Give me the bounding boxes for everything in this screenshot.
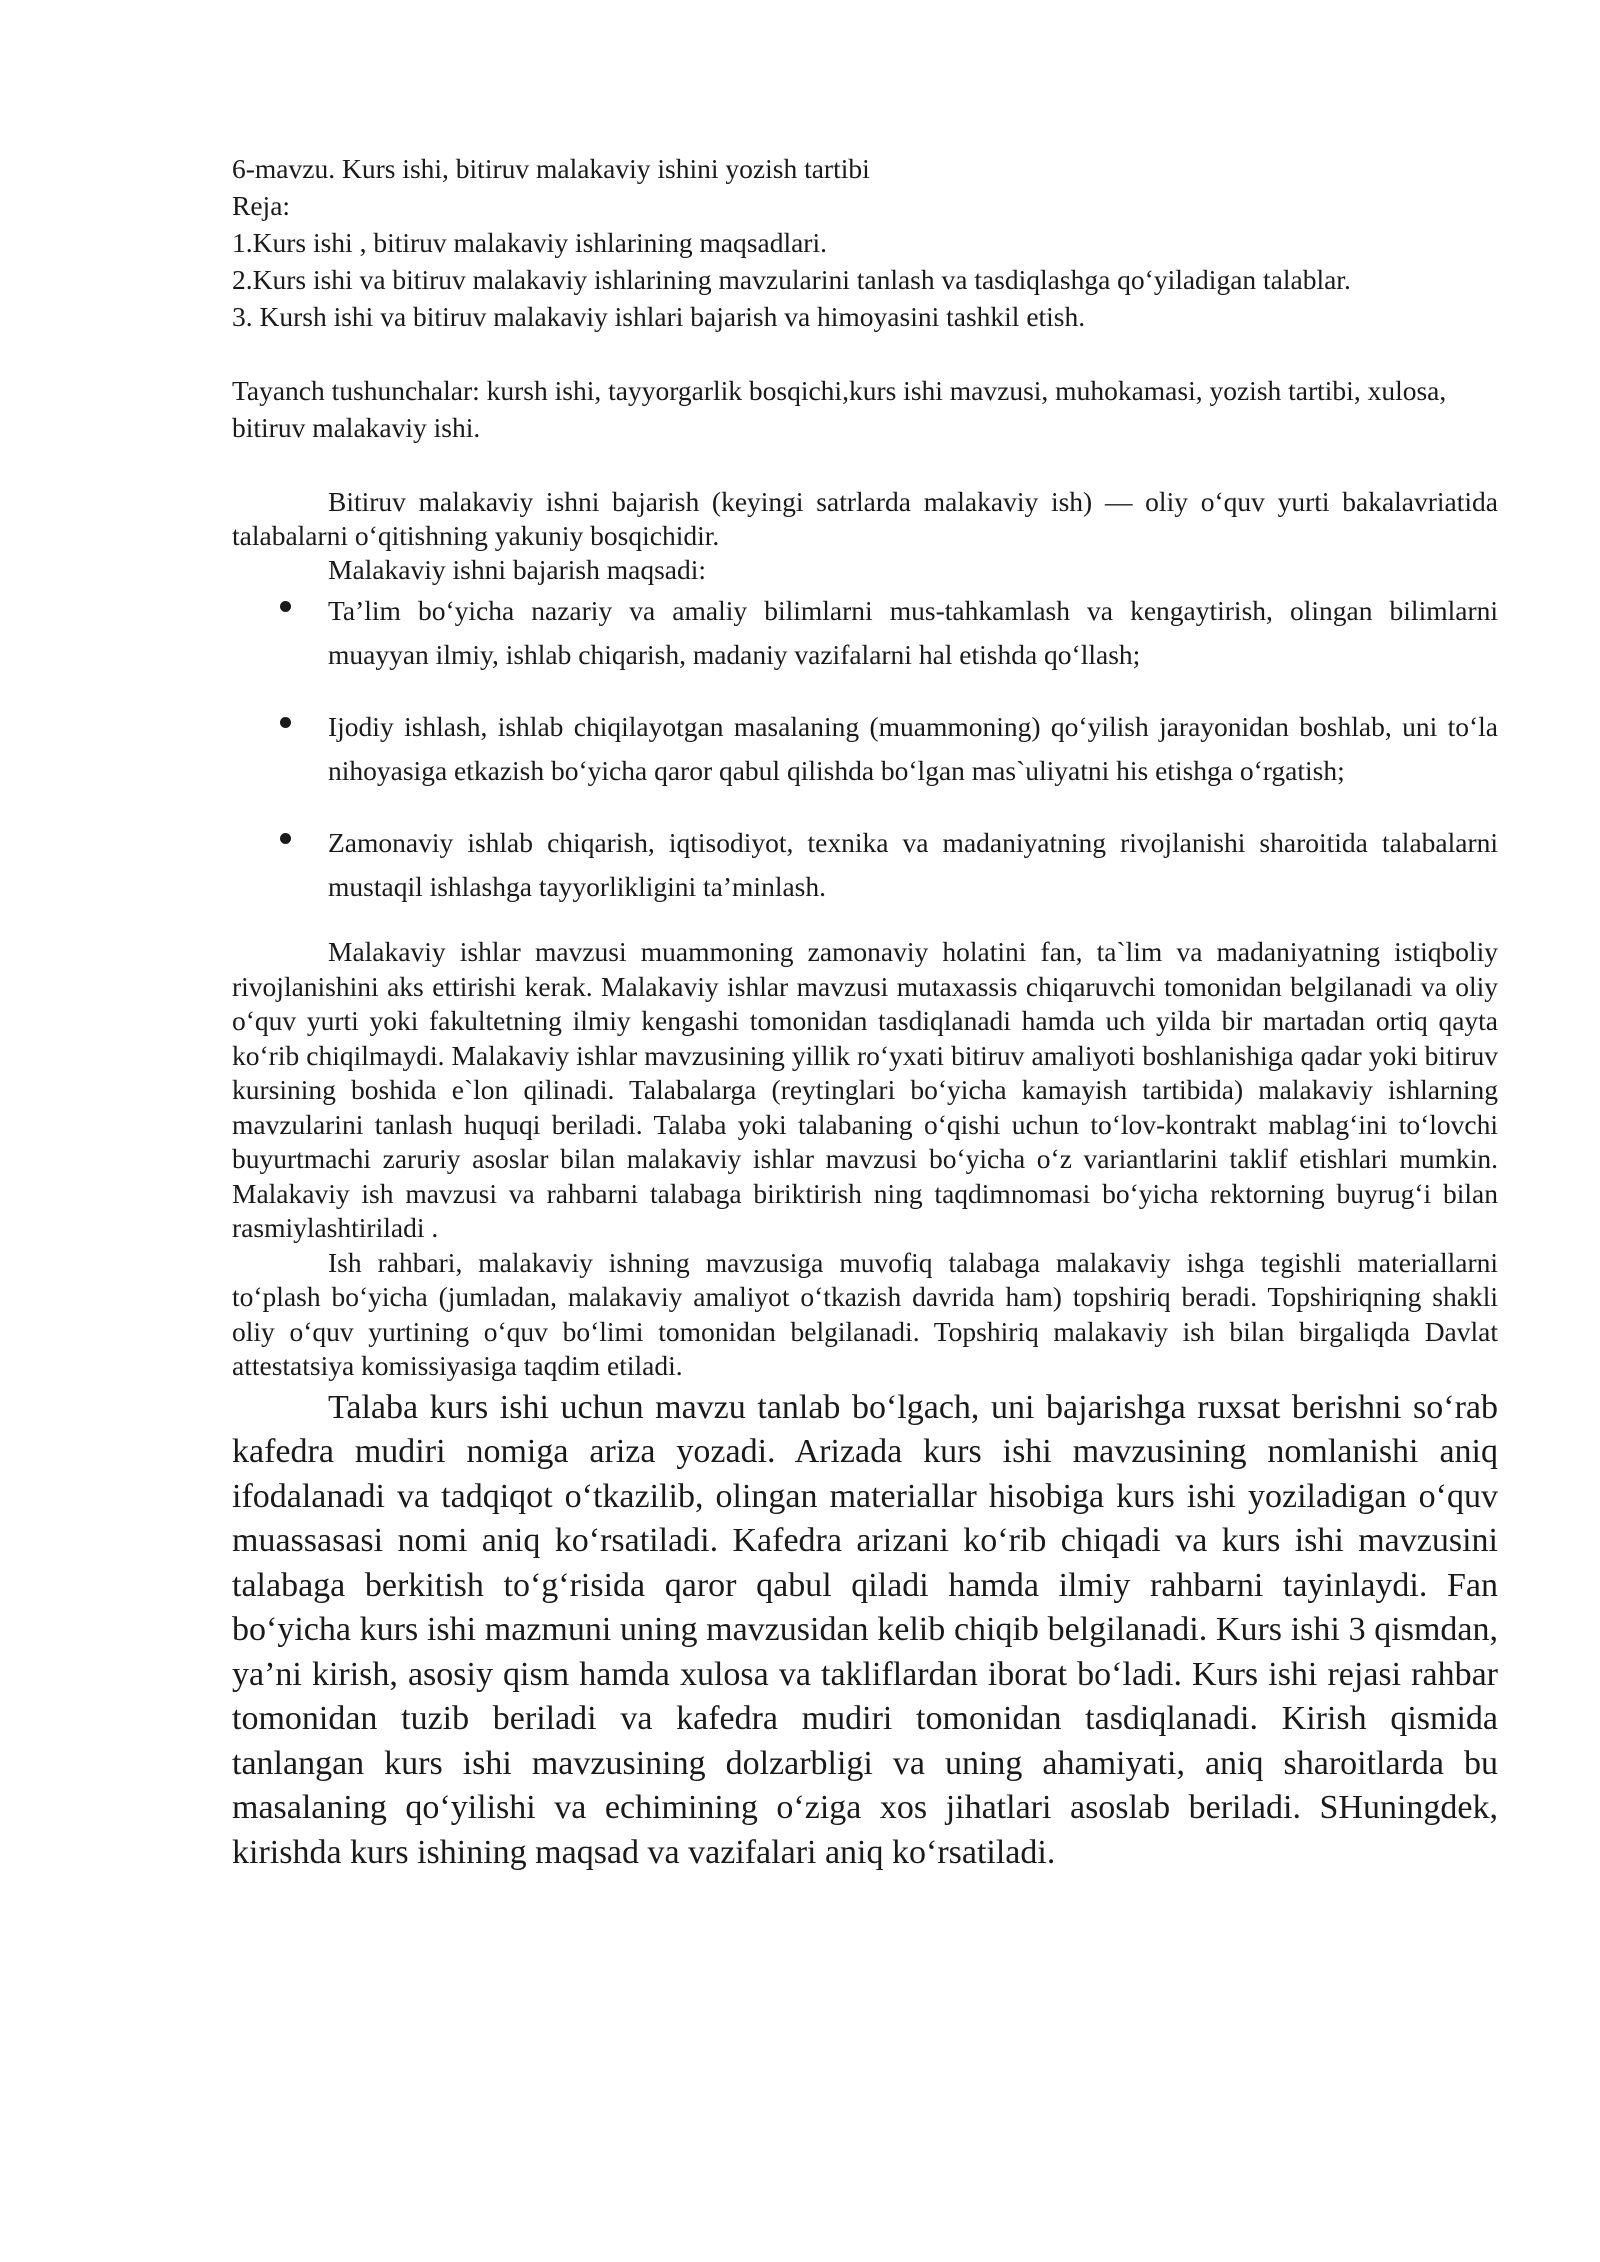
bullet-icon (280, 833, 291, 844)
supervisor-paragraph: Ish rahbari, malakaviy ishning mavzusiga muvofiq talabaga malakaviy ishga tegishli materiallarni to‘plash bo‘yicha (jumladan, malakaviy amaliyot o‘tkazish davrida ham) topshiriq beradi. Topshiriqning shakli oliy o‘quv yurtining o‘quv bo‘limi tomonidan belgilanadi. Topshiriq malakaviy ish bilan birgaliqda Davlat attestatsiya komissiyasiga taqdim etiladi. (232, 1246, 1498, 1381)
list-item (232, 705, 1498, 793)
key-concepts: Tayanch tushunchalar: kursh ishi, tayyorgarlik bosqichi,kurs ishi mavzusi, muhokamasi, yozish tartibi, xulosa, bitiruv malakaviy ishi. (232, 375, 1447, 443)
bullet-icon (280, 601, 291, 612)
plan-item-2: 2.Kurs ishi va bitiruv malakaviy ishlarining mavzularini tanlash va tasdiqlashga qo‘yiladigan talablar. (232, 264, 1351, 295)
document-page (232, 150, 1498, 1875)
intro-paragraph: Bitiruv malakaviy ishni bajarish (keyingi satrlarda malakaviy ish) — oliy o‘quv yurti bakalavriatida talabalarni o‘qitishning yakuniy bosqichidir. (232, 486, 1498, 551)
header-block (232, 150, 1498, 587)
course-work-paragraph: Talaba kurs ishi uchun mavzu tanlab bo‘lgach, uni bajarishga ruxsat berishni so‘rab kafedra mudiri nomiga ariza yozadi. Arizada kurs ishi mavzusining nomlanishi aniq ifodalanadi va tadqiqot o‘tkazilib, olingan materiallar hisobiga kurs ishi yoziladigan o‘quv muassasasi nomi aniq ko‘rsatiladi. Kafedra arizani ko‘rib chiqadi va kurs ishi mavzusini talabaga berkitish to‘g‘risida qaror qabul qiladi hamda ilmiy rahbarni tayinlaydi. Fan bo‘yicha kurs ishi mazmuni uning mavzusidan kelib chiqib belgilanadi. Kurs ishi 3 qismdan, ya’ni kirish, asosiy qism hamda xulosa va takliflardan iborat bo‘ladi. Kurs ishi rejasi rahbar tomonidan tuzib beriladi va kafedra mudiri tomonidan tasdiqlanadi. Kirish qismida tanlangan kurs ishi mavzusining dolzarbligi va uning ahamiyati, aniq sharoitlarda bu masalaning qo‘yilishi va echimining o‘ziga xos jihatlari asoslab beriladi. SHuningdek, kirishda kurs ishining maqsad va vazifalari aniq ko‘rsatiladi. (232, 1388, 1498, 1871)
goal-text: Ta’lim bo‘yicha nazariy va amaliy bilimlarni mus-tahkamlash va kengaytirish, olingan bilimlarni muayyan ilmiy, ishlab chiqarish, madaniy vazifalarni hal etishda qo‘llash; (328, 595, 1498, 670)
topic-title: 6-mavzu. Kurs ishi, bitiruv malakaviy ishini yozish tartibi (232, 153, 870, 184)
plan-label: Reja: (232, 190, 291, 221)
goal-text: Zamonaviy ishlab chiqarish, iqtisodiyot, texnika va madaniyatning rivojlanishi sharoitida talabalarni mustaqil ishlashga tayyorlikligini ta’minlash. (328, 827, 1498, 902)
list-item (232, 589, 1498, 677)
topics-paragraph: Malakaviy ishlar mavzusi muammoning zamonaviy holatini fan, ta`lim va madaniyatning istiqboliy rivojlanishini aks ettirishi kerak. Malakaviy ishlar mavzusi mutaxassis chiqaruvchi tomonidan belgilanadi va oliy o‘quv yurti yoki fakultetning ilmiy kengashi tomonidan tasdiqlanadi hamda uch yilda bir martadan ortiq qayta ko‘rib chiqilmaydi. Malakaviy ishlar mavzusining yillik ro‘yxati bitiruv amaliyoti boshlanishiga qadar yoki bitiruv kursining boshida e`lon qilinadi. Talabalarga (reytinglari bo‘yicha kamayish tartibida) malakaviy ishlarning mavzularini tanlash huquqi beriladi. Talaba yoki talabaning o‘qishi uchun to‘lov-kontrakt mablag‘ini to‘lovchi buyurtmachi zaruriy asoslar bilan malakaviy ishlar mavzusi bo‘yicha o‘z variantlarini taklif etishlari mumkin. Malakaviy ish mavzusi va rahbarni talabaga biriktirish ning taqdimnomasi bo‘yicha rektorning buyrug‘i bilan rasmiylashtiriladi . (232, 936, 1498, 1243)
bullet-icon (280, 717, 291, 728)
list-item (232, 821, 1498, 909)
goals-list (232, 589, 1498, 909)
plan-item-3: 3. Kursh ishi va bitiruv malakaviy ishlari bajarish va himoyasini tashkil etish. (232, 301, 1086, 332)
plan-item-1: 1.Kurs ishi , bitiruv malakaviy ishlarining maqsadlari. (232, 227, 827, 258)
goal-text: Ijodiy ishlash, ishlab chiqilayotgan masalaning (muammoning) qo‘yilish jarayonidan boshlab, uni to‘la nihoyasiga etkazish bo‘yicha qaror qabul qilishda bo‘lgan mas`uliyatni his etishga o‘rgatish; (328, 711, 1498, 786)
goals-label: Malakaviy ishni bajarish maqsadi: (328, 554, 707, 585)
